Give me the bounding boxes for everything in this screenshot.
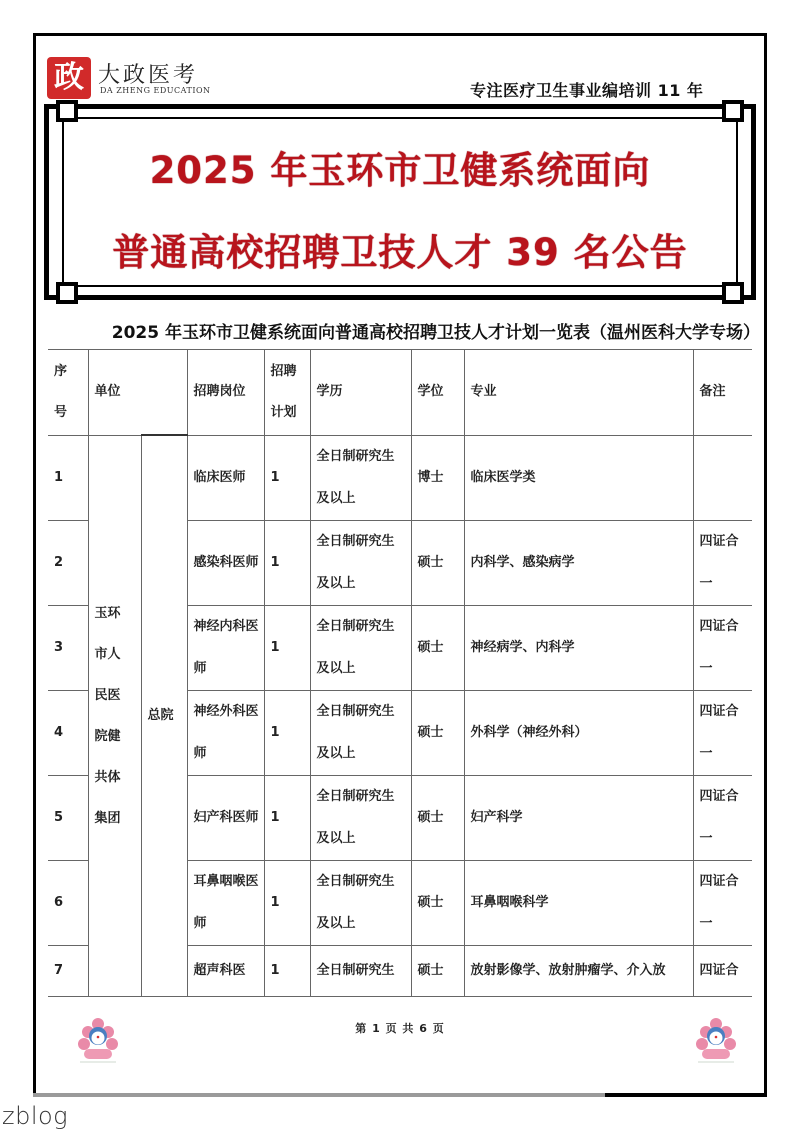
cell-seq: 1 — [48, 435, 88, 520]
page-indicator: 第 1 页 共 6 页 — [355, 1022, 445, 1035]
cell-plan: 1 — [264, 690, 310, 775]
cell-plan: 1 — [264, 605, 310, 690]
cell-unit-sub: 总院 — [141, 435, 187, 996]
table-title: 2025 年玉环市卫健系统面向普通高校招聘卫技人才计划一览表（温州医科大学专场） — [111, 323, 760, 343]
brand-slogan: 专注医疗卫生事业编培训 11 年 — [470, 81, 704, 100]
cell-education: 全日制研究生 — [310, 945, 411, 996]
table-header-row — [48, 350, 752, 436]
cell-position: 神经内科医师 — [187, 605, 264, 690]
frame-corner-top-left — [56, 100, 78, 122]
cell-position: 神经外科医师 — [187, 690, 264, 775]
cell-major: 内科学、感染病学 — [464, 520, 693, 605]
table-row — [48, 435, 752, 520]
cell-plan: 1 — [264, 945, 310, 996]
cell-education: 全日制研究生及以上 — [310, 520, 411, 605]
cell-plan: 1 — [264, 860, 310, 945]
cell-degree: 硕士 — [411, 945, 464, 996]
cell-education: 全日制研究生及以上 — [310, 860, 411, 945]
frame-corner-top-right — [722, 100, 744, 122]
cell-remark: 四证合一 — [693, 520, 752, 605]
frame-corner-bottom-left — [56, 282, 78, 304]
cell-plan: 1 — [264, 520, 310, 605]
doraemon-flower-icon — [74, 1016, 122, 1064]
brand-name-english: DA ZHENG EDUCATION — [100, 86, 211, 95]
cell-education: 全日制研究生及以上 — [310, 435, 411, 520]
cell-degree: 硕士 — [411, 690, 464, 775]
recruitment-plan-table — [48, 349, 752, 997]
headline-line-2: 普通高校招聘卫技人才 39 名公告 — [112, 231, 688, 274]
cell-position: 耳鼻咽喉医师 — [187, 860, 264, 945]
cell-major: 妇产科学 — [464, 775, 693, 860]
cell-remark: 四证合一 — [693, 860, 752, 945]
cell-unit-group: 玉环市人民医院健共体集团 — [88, 435, 141, 996]
page-border-edge — [605, 1093, 767, 1097]
cell-seq: 2 — [48, 520, 88, 605]
page-shadow-edge — [33, 1093, 605, 1097]
cell-major: 外科学（神经外科） — [464, 690, 693, 775]
cell-position: 临床医师 — [187, 435, 264, 520]
header-remark: 备注 — [693, 350, 752, 436]
frame-corner-bottom-right — [722, 282, 744, 304]
cell-major: 神经病学、内科学 — [464, 605, 693, 690]
headline-line-1: 2025 年玉环市卫健系统面向 — [149, 149, 651, 192]
cell-major: 耳鼻咽喉科学 — [464, 860, 693, 945]
cell-remark: 四证合一 — [693, 690, 752, 775]
cell-remark: 四证合 — [693, 945, 752, 996]
brand-logo-icon: 政 — [47, 57, 91, 99]
header-seq: 序号 — [48, 350, 88, 436]
cell-degree: 硕士 — [411, 520, 464, 605]
cell-seq: 7 — [48, 945, 88, 996]
cell-remark: 四证合一 — [693, 775, 752, 860]
header-plan: 招聘计划 — [264, 350, 310, 436]
cell-seq: 6 — [48, 860, 88, 945]
cell-remark — [693, 435, 752, 520]
cell-major: 放射影像学、放射肿瘤学、介入放 — [464, 945, 693, 996]
watermark-text: zblog — [2, 1102, 69, 1130]
header-education: 学历 — [310, 350, 411, 436]
cell-seq: 4 — [48, 690, 88, 775]
cell-degree: 硕士 — [411, 605, 464, 690]
doraemon-flower-icon — [692, 1016, 740, 1064]
cell-plan: 1 — [264, 775, 310, 860]
header-major: 专业 — [464, 350, 693, 436]
cell-remark: 四证合一 — [693, 605, 752, 690]
header-unit: 单位 — [88, 350, 187, 436]
cell-education: 全日制研究生及以上 — [310, 775, 411, 860]
cell-position: 感染科医师 — [187, 520, 264, 605]
cell-degree: 博士 — [411, 435, 464, 520]
header-degree: 学位 — [411, 350, 464, 436]
cell-seq: 5 — [48, 775, 88, 860]
cell-major: 临床医学类 — [464, 435, 693, 520]
cell-degree: 硕士 — [411, 775, 464, 860]
cell-education: 全日制研究生及以上 — [310, 690, 411, 775]
cell-education: 全日制研究生及以上 — [310, 605, 411, 690]
cell-position: 超声科医 — [187, 945, 264, 996]
header-position: 招聘岗位 — [187, 350, 264, 436]
brand-name: 大政医考 — [98, 63, 199, 88]
cell-plan: 1 — [264, 435, 310, 520]
cell-seq: 3 — [48, 605, 88, 690]
cell-position: 妇产科医师 — [187, 775, 264, 860]
cell-degree: 硕士 — [411, 860, 464, 945]
